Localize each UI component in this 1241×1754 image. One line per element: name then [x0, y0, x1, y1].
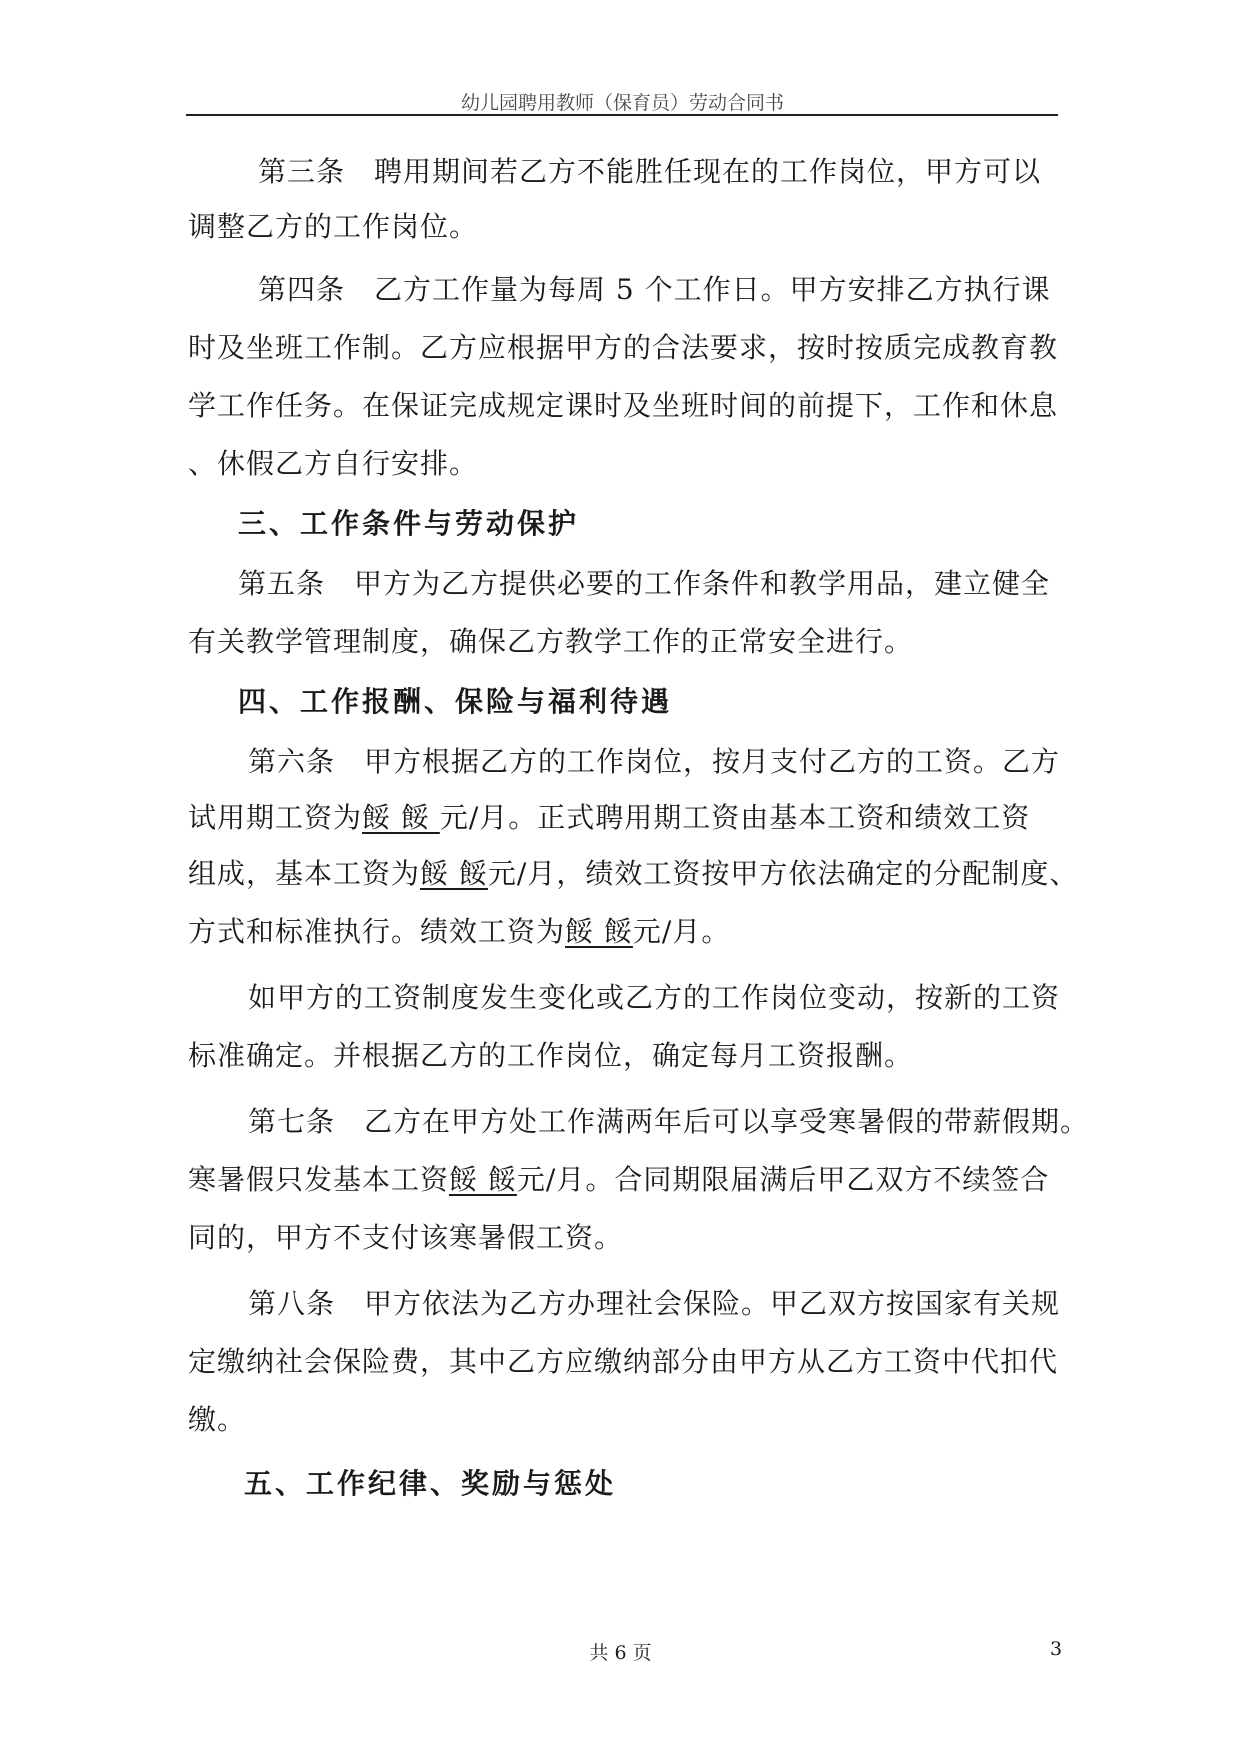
- document-title: 幼儿园聘用教师（保育员）劳动合同书: [460, 92, 784, 114]
- line-text: 元/月。: [632, 915, 731, 948]
- section-heading: 四、工作报酬、保险与福利待遇: [238, 685, 673, 718]
- salary-blank: 餒 餒: [362, 801, 440, 834]
- paragraph-line: 第八条 甲方依法为乙方办理社会保险。甲乙双方按国家有关规: [248, 1287, 1061, 1320]
- line-text: 元/月。合同期限届满后甲乙双方不续签合: [516, 1163, 1050, 1196]
- paragraph-line: 缴。: [188, 1403, 247, 1436]
- paragraph-line: 标准确定。并根据乙方的工作岗位，确定每月工资报酬。: [188, 1039, 914, 1072]
- header-rule: [186, 114, 1058, 116]
- paragraph-line: 第七条 乙方在甲方处工作满两年后可以享受寒暑假的带薪假期。: [248, 1105, 1090, 1138]
- paragraph-line: 时及坐班工作制。乙方应根据甲方的合法要求，按时按质完成教育教: [188, 331, 1059, 364]
- line-text: 方式和标准执行。绩效工资为: [188, 915, 566, 948]
- line-text: 组成，基本工资为: [188, 857, 421, 890]
- line-text: 元/月。正式聘用期工资由基本工资和绩效工资: [439, 801, 1031, 834]
- paragraph-line: [188, 796, 1030, 836]
- salary-blank: 餒 餒: [449, 1163, 517, 1196]
- section-heading: 三、工作条件与劳动保护: [238, 507, 580, 540]
- paragraph-line: [188, 910, 730, 950]
- paragraph-line: 学工作任务。在保证完成规定课时及坐班时间的前提下，工作和休息: [188, 389, 1059, 422]
- paragraph-line: 第四条 乙方工作量为每周 5 个工作日。甲方安排乙方执行课: [258, 273, 1051, 306]
- paragraph-line: 有关教学管理制度，确保乙方教学工作的正常安全进行。: [188, 625, 914, 658]
- page-count: 共 6 页: [589, 1642, 652, 1664]
- paragraph-line: 、休假乙方自行安排。: [188, 447, 479, 480]
- paragraph-line: 第五条 甲方为乙方提供必要的工作条件和教学用品，建立健全: [238, 567, 1051, 600]
- paragraph-line: 同的，甲方不支付该寒暑假工资。: [188, 1221, 624, 1254]
- paragraph-line: 调整乙方的工作岗位。: [188, 210, 479, 243]
- salary-blank: 餒 餒: [565, 915, 633, 948]
- page-number: 3: [1050, 1638, 1063, 1660]
- paragraph-line: 如甲方的工资制度发生变化或乙方的工作岗位变动，按新的工资: [248, 981, 1061, 1014]
- paragraph-line: [188, 852, 1078, 892]
- paragraph-line: [188, 1158, 1049, 1198]
- line-text: 试用期工资为: [188, 801, 363, 834]
- section-heading: 五、工作纪律、奖励与惩处: [244, 1467, 617, 1500]
- paragraph-line: 第三条 聘用期间若乙方不能胜任现在的工作岗位，甲方可以: [258, 155, 1042, 188]
- paragraph-line: 定缴纳社会保险费，其中乙方应缴纳部分由甲方从乙方工资中代扣代: [188, 1345, 1059, 1378]
- paragraph-line: 第六条 甲方根据乙方的工作岗位，按月支付乙方的工资。乙方: [248, 745, 1061, 778]
- salary-blank: 餒 餒: [420, 857, 488, 890]
- line-text: 元/月，绩效工资按甲方依法确定的分配制度、: [487, 857, 1079, 890]
- line-text: 寒暑假只发基本工资: [188, 1163, 450, 1196]
